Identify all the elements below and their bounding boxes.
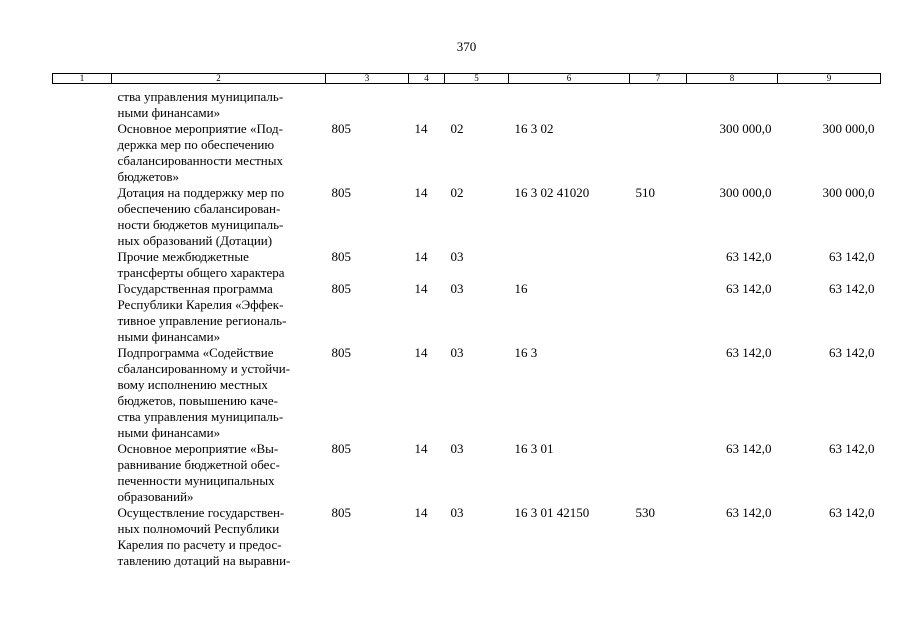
cell-target-article: 16 3 02 41020	[514, 185, 590, 200]
name-line: Дотация на поддержку мер по	[117, 185, 285, 200]
column-header: 7	[630, 74, 687, 84]
column-header: 1	[53, 74, 112, 84]
name-line: сбалансированному и устойчи-	[117, 361, 291, 376]
name-line: вому исполнению местных	[117, 377, 268, 392]
cell-section: 14	[414, 249, 428, 264]
name-line: Осуществление государствен-	[117, 505, 285, 520]
cell-amount-1	[687, 84, 778, 122]
cell-subsection: 03	[450, 281, 464, 296]
table-row	[53, 281, 881, 345]
name-line: Основное мероприятие «Вы-	[117, 441, 279, 456]
cell-target-article: 16 3 02	[514, 121, 554, 136]
name-line: бюджетов, повышению каче-	[117, 393, 279, 408]
cell-col1	[53, 121, 112, 185]
column-header: 3	[326, 74, 409, 84]
cell-admin-code: 805	[331, 281, 351, 296]
cell-subsection: 03	[450, 505, 464, 520]
cell-amount-1: 300 000,0	[719, 185, 772, 200]
cell-target-article	[509, 249, 630, 281]
cell-subsection: 02	[450, 121, 464, 136]
name-line: Карелия по расчету и предос-	[117, 537, 282, 552]
cell-subsection: 02	[450, 185, 464, 200]
column-number-row	[53, 74, 881, 84]
cell-target-article	[509, 84, 630, 122]
name-line: обеспечению сбалансирован-	[117, 201, 281, 216]
cell-admin-code: 805	[331, 185, 351, 200]
cell-amount-1: 63 142,0	[726, 345, 772, 360]
cell-name	[112, 345, 326, 441]
cell-name	[112, 185, 326, 249]
name-line: печенности муниципальных	[117, 473, 275, 488]
cell-target-article: 16 3	[514, 345, 538, 360]
cell-admin-code: 805	[331, 121, 351, 136]
cell-target-article: 16	[514, 281, 528, 296]
column-header: 5	[445, 74, 509, 84]
name-line: ности бюджетов муниципаль-	[117, 217, 284, 232]
cell-section: 14	[414, 121, 428, 136]
name-line: сбалансированности местных	[117, 153, 283, 168]
name-line: ными финансами»	[117, 425, 221, 440]
cell-section	[409, 84, 445, 122]
cell-section: 14	[414, 345, 428, 360]
column-header: 4	[409, 74, 445, 84]
cell-name	[112, 505, 326, 569]
cell-expense-type	[630, 441, 687, 505]
name-line: ства управления муниципаль-	[117, 89, 284, 104]
name-line: трансферты общего характера	[117, 265, 285, 280]
cell-amount-2: 63 142,0	[829, 505, 875, 520]
cell-col1	[53, 185, 112, 249]
cell-amount-1: 63 142,0	[726, 249, 772, 264]
name-line: Прочие межбюджетные	[117, 249, 249, 264]
cell-expense-type: 510	[635, 185, 655, 200]
cell-subsection: 03	[450, 441, 464, 456]
cell-name	[112, 84, 326, 122]
cell-expense-type	[630, 281, 687, 345]
table-row	[53, 345, 881, 441]
cell-amount-2: 63 142,0	[829, 345, 875, 360]
cell-amount-2	[778, 84, 881, 122]
name-line: бюджетов»	[117, 169, 180, 184]
column-header: 2	[112, 74, 326, 84]
cell-section: 14	[414, 185, 428, 200]
name-line: равнивание бюджетной обес-	[117, 457, 280, 472]
cell-col1	[53, 249, 112, 281]
cell-section: 14	[414, 281, 428, 296]
name-line: тивное управление региональ-	[117, 313, 287, 328]
cell-expense-type	[630, 345, 687, 441]
cell-amount-1: 63 142,0	[726, 441, 772, 456]
cell-amount-1: 63 142,0	[726, 505, 772, 520]
name-line: тавлению дотаций на выравни-	[117, 553, 291, 568]
cell-name	[112, 441, 326, 505]
name-line: Республики Карелия «Эффек-	[117, 297, 284, 312]
cell-col1	[53, 281, 112, 345]
cell-target-article: 16 3 01	[514, 441, 554, 456]
cell-amount-2: 300 000,0	[822, 121, 875, 136]
cell-amount-2: 63 142,0	[829, 441, 875, 456]
cell-subsection	[445, 84, 509, 122]
cell-expense-type	[630, 121, 687, 185]
table-row	[53, 84, 881, 122]
column-header: 6	[509, 74, 630, 84]
cell-amount-2: 63 142,0	[829, 249, 875, 264]
table-row	[53, 185, 881, 249]
cell-admin-code: 805	[331, 249, 351, 264]
cell-admin-code	[326, 84, 409, 122]
cell-amount-2: 300 000,0	[822, 185, 875, 200]
cell-admin-code: 805	[331, 345, 351, 360]
name-line: ными финансами»	[117, 105, 221, 120]
cell-name	[112, 249, 326, 281]
cell-subsection: 03	[450, 345, 464, 360]
cell-admin-code: 805	[331, 505, 351, 520]
page-number: 370	[456, 39, 477, 54]
cell-expense-type: 530	[635, 505, 655, 520]
cell-admin-code: 805	[331, 441, 351, 456]
name-line: ных полномочий Республики	[117, 521, 280, 536]
column-header: 8	[687, 74, 778, 84]
cell-expense-type	[630, 249, 687, 281]
cell-name	[112, 281, 326, 345]
budget-table	[52, 73, 881, 569]
cell-amount-1: 300 000,0	[719, 121, 772, 136]
name-line: Подпрограмма «Содействие	[117, 345, 274, 360]
table-row	[53, 249, 881, 281]
table-row	[53, 121, 881, 185]
cell-col1	[53, 441, 112, 505]
cell-col1	[53, 84, 112, 122]
cell-name	[112, 121, 326, 185]
column-header: 9	[778, 74, 881, 84]
name-line: Основное мероприятие «Под-	[117, 121, 283, 136]
name-line: ными финансами»	[117, 329, 221, 344]
table-body	[53, 84, 881, 570]
table-row	[53, 505, 881, 569]
table-row	[53, 441, 881, 505]
name-line: Государственная программа	[117, 281, 273, 296]
cell-col1	[53, 505, 112, 569]
cell-target-article: 16 3 01 42150	[514, 505, 590, 520]
cell-subsection: 03	[450, 249, 464, 264]
cell-section: 14	[414, 505, 428, 520]
name-line: ства управления муниципаль-	[117, 409, 284, 424]
cell-amount-1: 63 142,0	[726, 281, 772, 296]
name-line: держка мер по обеспечению	[117, 137, 275, 152]
cell-section: 14	[414, 441, 428, 456]
cell-amount-2: 63 142,0	[829, 281, 875, 296]
name-line: ных образований (Дотации)	[117, 233, 273, 248]
name-line: образований»	[117, 489, 194, 504]
cell-col1	[53, 345, 112, 441]
cell-expense-type	[630, 84, 687, 122]
